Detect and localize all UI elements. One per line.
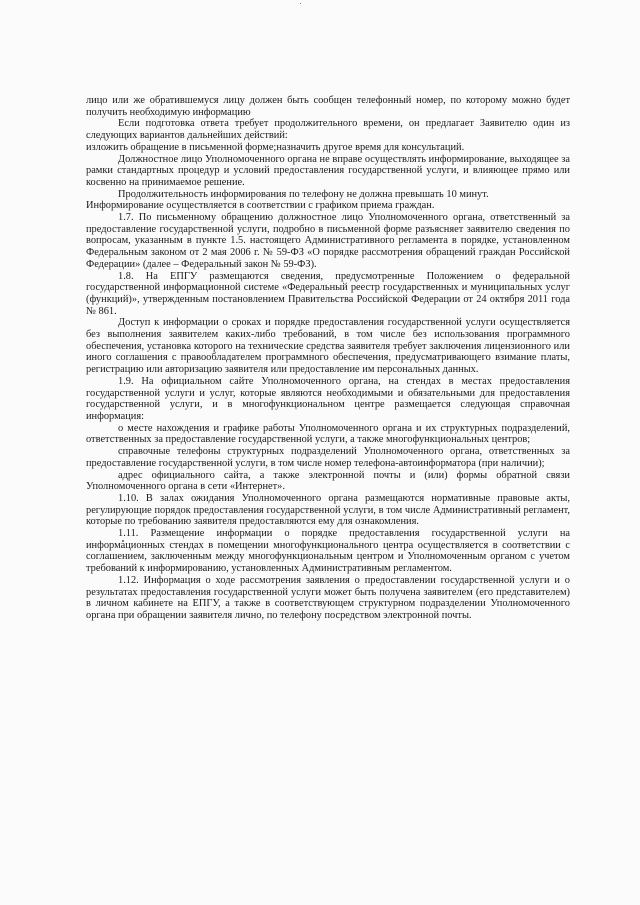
section-1-10: 1.10. В залах ожидания Уполномоченного органа размещаются нормативные правовые акты, регулирующие порядок предоставления государственной услуги, в том числе Административный регламент, которые по требованию заявителя предоставляются ему для ознакомления.	[86, 492, 570, 528]
paragraph: Должностное лицо Уполномоченного органа не вправе осуществлять информирование, выходящее за рамки стандартных процедур и условий предоставления государственной услуги, и влияющее прямо или косвенно на принимаемое решение.	[86, 153, 570, 188]
list-item: адрес официального сайта, а также электронной почты и (или) формы обратной связи Уполномоченного органа в сети «Интернет».	[86, 469, 570, 493]
section-1-11: 1.11. Размещение информации о порядке предоставления государственной услуги на информационных стендах в помещении многофункционального центра осуществляется в соответствии с соглашением, заключенным между многофункциональным центром и Уполномоченным органом с учетом требований к информированию, установленных Административным регламентом.	[86, 528, 570, 575]
section-1-8: 1.8. На ЕПГУ размещаются сведения, предусмотренные Положением о федеральной государственной информационной системе «Федеральный реестр государственных и муниципальных услуг (функций)», утвержденным постановлением Правительства Российской Федерации от 24 октября 2011 года № 861.	[86, 270, 570, 317]
section-1-12: 1.12. Информация о ходе рассмотрения заявления о предоставлении государственной услуги и о результатах предоставления государственной услуги может быть получена заявителем (его представителем) в личном кабинете на ЕПГУ, а также в соответствующем структурном подразделении Уполномоченного органа при обращении заявителя лично, по телефону посредством электронной почты.	[86, 574, 570, 621]
list-item: о месте нахождения и графике работы Уполномоченного органа и их структурных подразделений, ответственных за предоставление государственной услуги, а также многофункциональных центров;	[86, 422, 570, 446]
document-body	[86, 95, 570, 622]
scan-speck	[300, 3, 301, 4]
paragraph: Если подготовка ответа требует продолжительного времени, он предлагает Заявителю один из следующих вариантов дальнейших действий:	[86, 118, 570, 142]
paragraph: Продолжительность информирования по телефону не должна превышать 10 минут.	[118, 188, 489, 200]
paragraph: изложить обращение в письменной форме;назначить другое время для консультаций.	[86, 141, 465, 153]
paragraph: Доступ к информации о сроках и порядке предоставления государственной услуги осуществляется без выполнения заявителем каких-либо требований, в том числе без использования программного обеспечения, установка которого на технические средства заявителя требует заключения лицензионного или иного соглашения с правообладателем программного обеспечения, предусматривающего взимание платы, регистрацию или авторизацию заявителя или предоставление им персональных данных.	[86, 317, 570, 376]
list-item: справочные телефоны структурных подразделений Уполномоченного органа, ответственных за предоставление государственной услуги, в том числе номер телефона-автоинформатора (при наличии);	[86, 446, 570, 469]
paragraph: Информирование осуществляется в соответствии с графиком приема граждан.	[86, 200, 435, 212]
section-1-9: 1.9. На официальном сайте Уполномоченного органа, на стендах в местах предоставления государственной услуги и услуг, которые являются необходимыми и обязательными для предоставления государственной услуги, и в многофункциональном центре размещается следующая справочная информация:	[86, 375, 570, 422]
paragraph: лицо или же обратившемуся лицу должен быть сообщен телефонный номер, по которому можно будет получить необходимую информацию	[86, 95, 570, 118]
section-1-7: 1.7. По письменному обращению должностное лицо Уполномоченного органа, ответственный за предоставление государственной услуги, подробно в письменной форме разъясняет заявителю сведения по вопросам, указанным в пункте 1.5. настоящего Административного регламента в порядке, установленном Федеральным законом от 2 мая 2006 г. № 59-ФЗ «О порядке рассмотрения обращений граждан Российской Федерации» (далее – Федеральный закон № 59-ФЗ).	[86, 212, 570, 270]
